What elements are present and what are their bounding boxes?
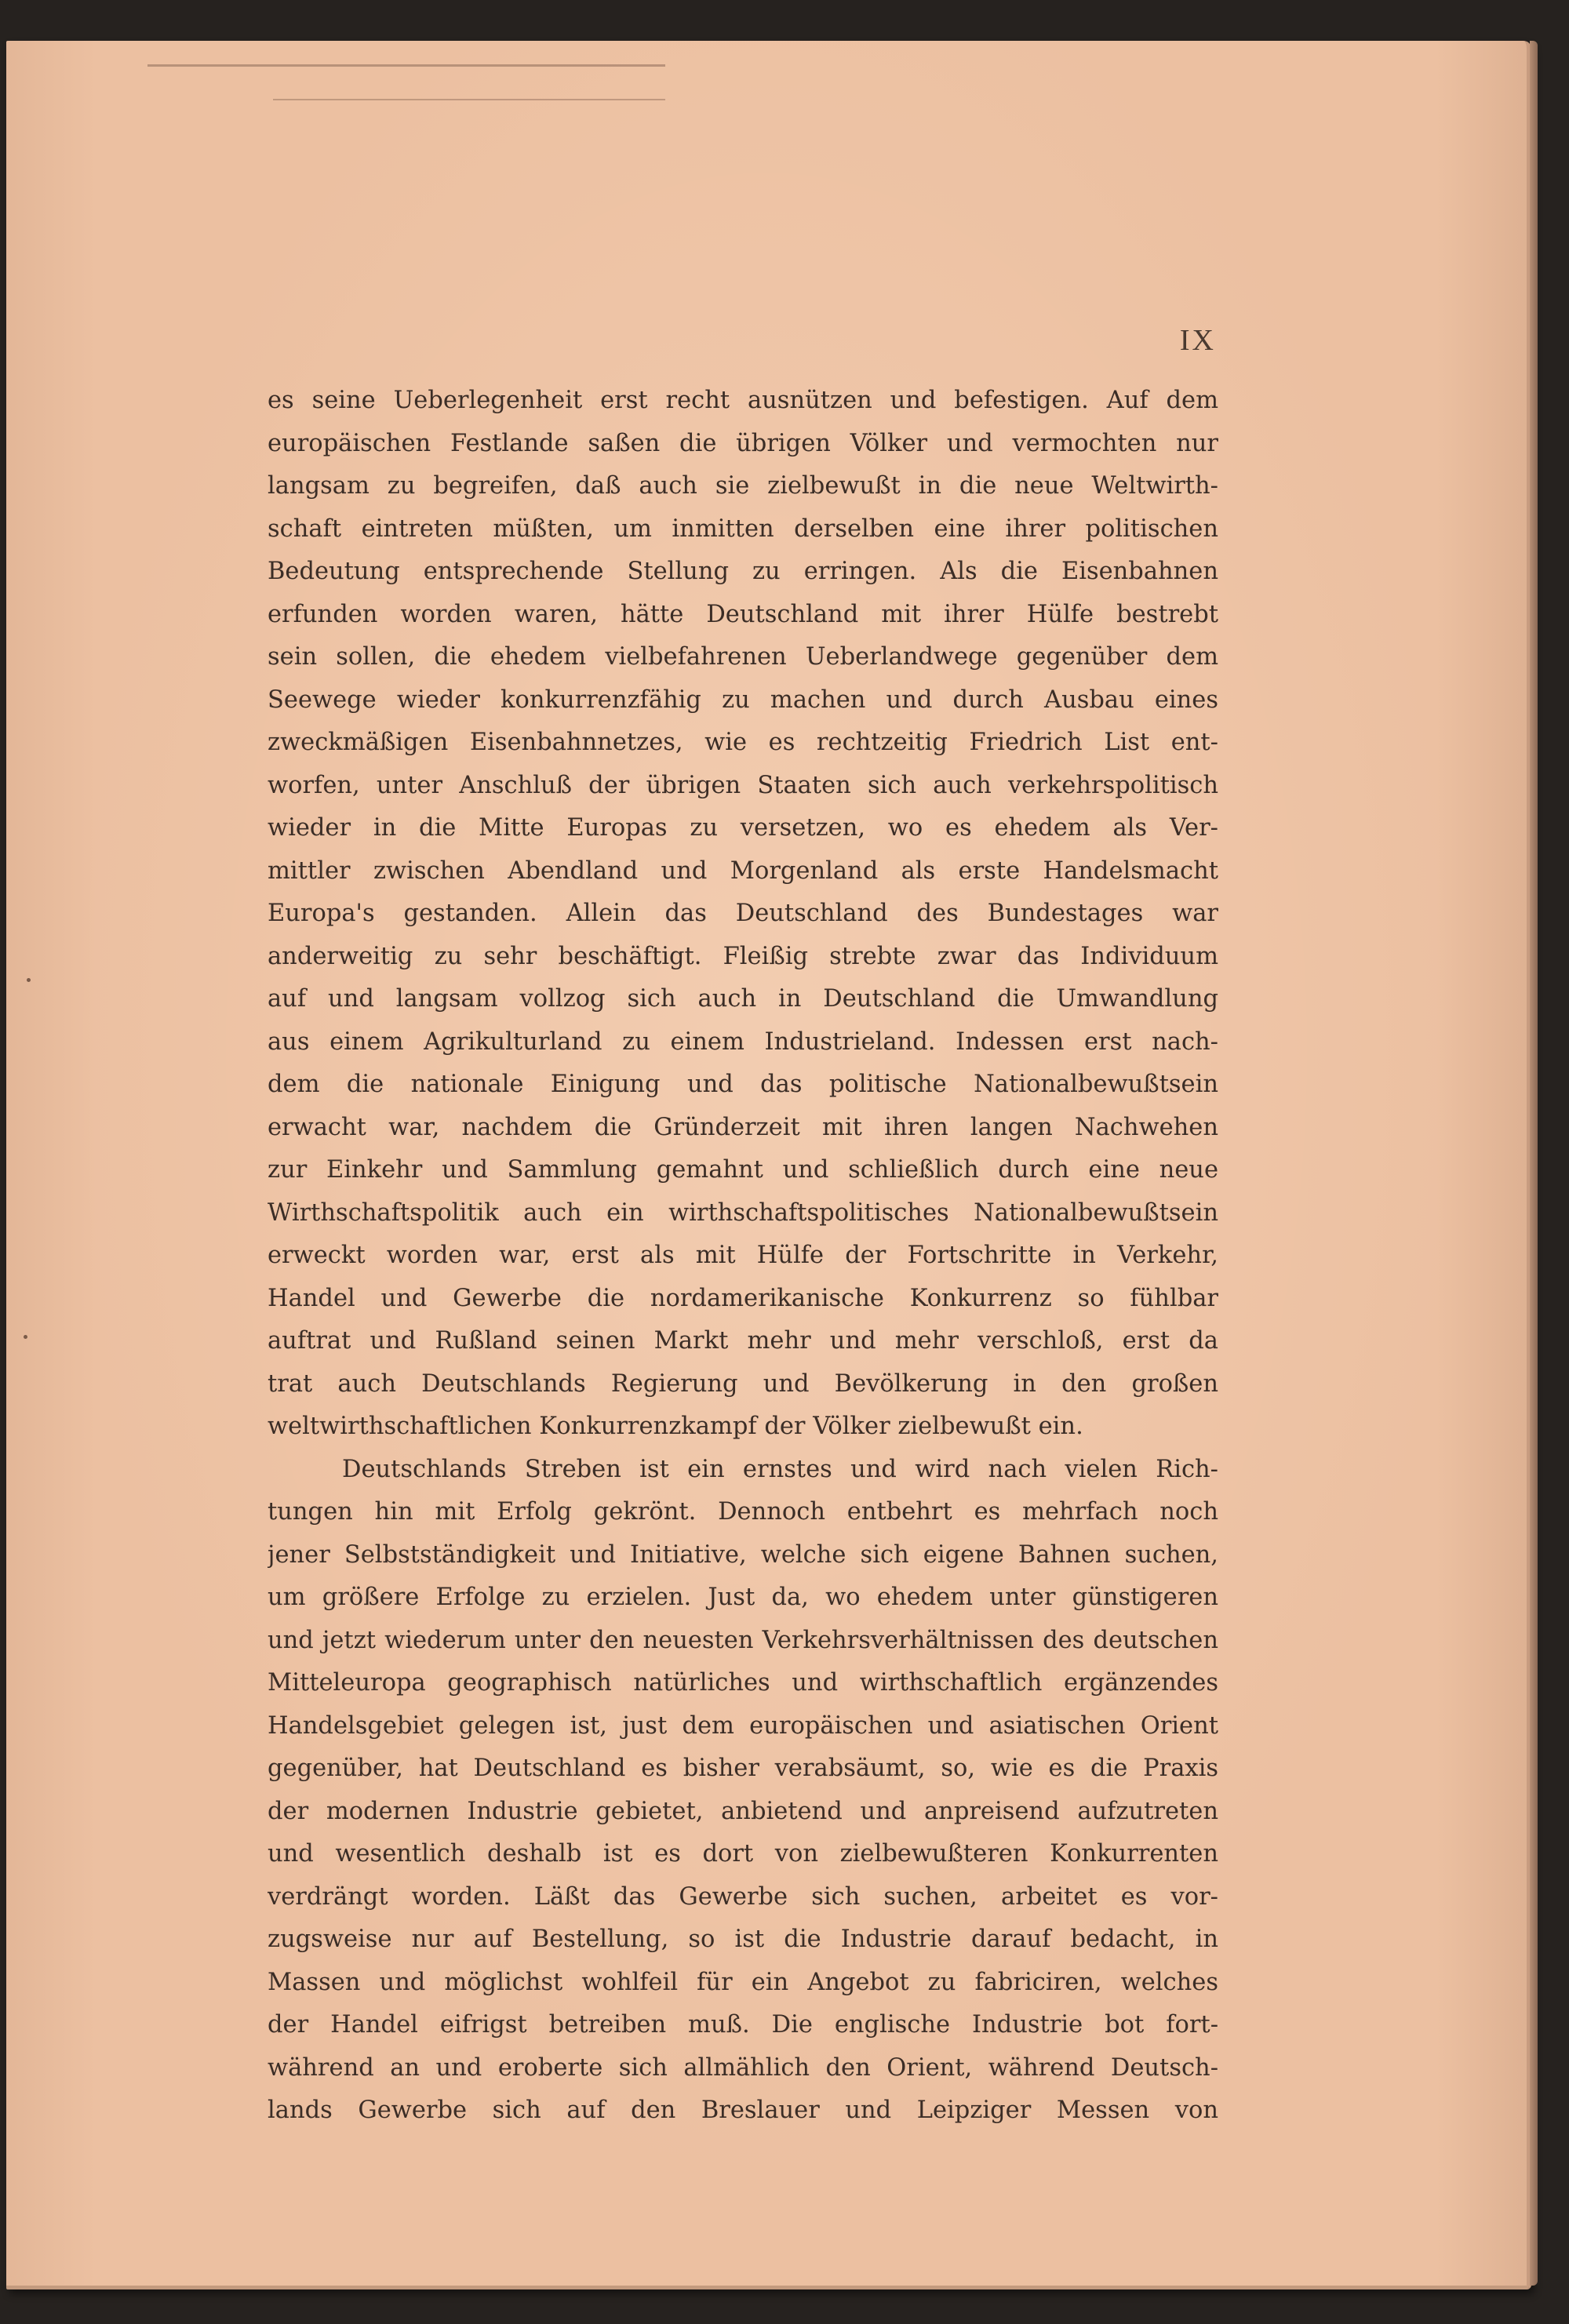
book-page [6, 41, 1531, 2289]
text-line: anderweitig zu sehr beschäftigt. Fleißig strebte zwar das Individuum [268, 942, 1218, 970]
top-rule-secondary [273, 99, 665, 100]
page-number: IX [1179, 324, 1216, 357]
text-line: um größere Erfolge zu erzielen. Just da, wo ehedem unter günstigeren [268, 1584, 1218, 1611]
text-line: während an und eroberte sich allmählich den Orient, während Deutsch- [268, 2053, 1218, 2082]
text-line: aus einem Agrikulturland zu einem Industrieland. Indessen erst nach- [268, 1027, 1218, 1056]
paragraph [268, 380, 1218, 1449]
text-line: verdrängt worden. Läßt das Gewerbe sich suchen, arbeitet es vor- [268, 1882, 1218, 1911]
text-line: Massen und möglichst wohlfeil für ein Angebot zu fabriciren, welches [268, 1968, 1218, 1996]
text-line: langsam zu begreifen, daß auch sie zielbewußt in die neue Weltwirth- [268, 472, 1218, 500]
text-line: worfen, unter Anschluß der übrigen Staaten sich auch verkehrspolitisch [268, 771, 1218, 799]
text-line: europäischen Festlande saßen die übrigen Völker und vermochten nur [268, 429, 1218, 457]
text-line: jener Selbstständigkeit und Initiative, welche sich eigene Bahnen suchen, [268, 1540, 1218, 1569]
text-line: erweckt worden war, erst als mit Hülfe der Fortschritte in Verkehr, [268, 1242, 1218, 1269]
text-line: Mitteleuropa geographisch natürliches und wirthschaftlich ergänzendes [268, 1669, 1218, 1697]
text-line: mittler zwischen Abendland und Morgenland als erste Handelsmacht [268, 856, 1218, 885]
text-line: auftrat und Rußland seinen Markt mehr und mehr verschloß, erst da [268, 1327, 1218, 1355]
text-line: Handelsgebiet gelegen ist, just dem europäischen und asiatischen Orient [268, 1711, 1218, 1740]
text-line: es seine Ueberlegenheit erst recht ausnützen und befestigen. Auf dem [268, 387, 1218, 414]
text-line: Europa's gestanden. Allein das Deutschland des Bundestages war [268, 900, 1218, 927]
text-line: tungen hin mit Erfolg gekrönt. Dennoch entbehrt es mehrfach noch [268, 1498, 1218, 1526]
text-line: Deutschlands Streben ist ein ernstes und wird nach vielen Rich- [342, 1455, 1218, 1483]
page-edge [1530, 41, 1538, 2286]
text-line: der modernen Industrie gebietet, anbietend und anpreisend aufzutreten [268, 1797, 1218, 1825]
text-line: zugsweise nur auf Bestellung, so ist die Industrie darauf bedacht, in [268, 1926, 1218, 1953]
text-line: trat auch Deutschlands Regierung und Bevölkerung in den großen [268, 1369, 1218, 1398]
text-line: auf und langsam vollzog sich auch in Deutschland die Umwandlung [268, 985, 1218, 1013]
text-line: Wirthschaftspolitik auch ein wirthschaftspolitisches Nationalbewußtsein [268, 1198, 1218, 1227]
text-line: erfunden worden waren, hätte Deutschland mit ihrer Hülfe bestrebt [268, 600, 1218, 628]
text-line: weltwirthschaftlichen Konkurrenzkampf der Völker zielbewußt ein. [268, 1413, 1083, 1440]
top-rule [147, 64, 665, 67]
text-line: und jetzt wiederum unter den neuesten Verkehrsverhältnissen des deutschen [268, 1626, 1218, 1654]
text-line: erwacht war, nachdem die Gründerzeit mit ihren langen Nachwehen [268, 1113, 1218, 1141]
text-line: gegenüber, hat Deutschland es bisher verabsäumt, so, wie es die Praxis [268, 1755, 1218, 1782]
text-line: zur Einkehr und Sammlung gemahnt und schließlich durch eine neue [268, 1156, 1218, 1184]
text-line: Handel und Gewerbe die nordamerikanische Konkurrenz so fühlbar [268, 1284, 1218, 1312]
text-line: dem die nationale Einigung und das politische Nationalbewußtsein [268, 1071, 1218, 1098]
text-line: Bedeutung entsprechende Stellung zu erringen. Als die Eisenbahnen [268, 558, 1218, 585]
text-line: wieder in die Mitte Europas zu versetzen, wo es ehedem als Ver- [268, 814, 1218, 842]
margin-mark [27, 978, 31, 982]
text-line: zweckmäßigen Eisenbahnnetzes, wie es rechtzeitig Friedrich List ent- [268, 729, 1218, 756]
text-line: lands Gewerbe sich auf den Breslauer und Leipziger Messen von [268, 2097, 1218, 2124]
text-line: sein sollen, die ehedem vielbefahrenen Ueberlandwege gegenüber dem [268, 643, 1218, 671]
text-line: schaft eintreten müßten, um inmitten derselben eine ihrer politischen [268, 515, 1218, 543]
paragraph [268, 1449, 1218, 2133]
text-line: der Handel eifrigst betreiben muß. Die englische Industrie bot fort- [268, 2011, 1218, 2039]
text-line: und wesentlich deshalb ist es dort von zielbewußteren Konkurrenten [268, 1840, 1218, 1868]
text-line: Seewege wieder konkurrenzfähig zu machen und durch Ausbau eines [268, 686, 1218, 714]
margin-mark [24, 1335, 27, 1339]
body-text [268, 380, 1218, 2133]
